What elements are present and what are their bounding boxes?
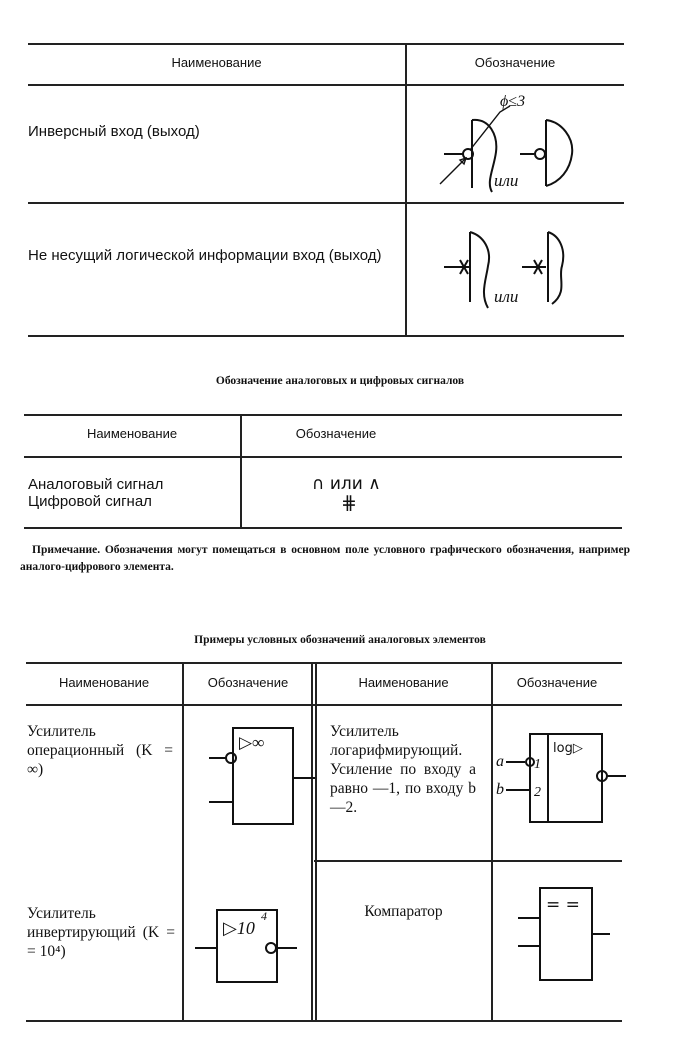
- table3-header-symbol-right: Обозначение: [516, 675, 598, 690]
- table2-header-name: Наименование: [86, 426, 178, 441]
- log-input-a: a: [496, 753, 504, 770]
- table2-header-symbol: Обозначение: [295, 426, 377, 441]
- or-label-1: или: [494, 171, 519, 190]
- note-text: Обозначения могут помещаться в основном поле условного графического обозначения, например аналого-цифрового элемента.: [20, 544, 630, 573]
- table1-column-divider: [405, 43, 407, 336]
- table2-header-border: [24, 456, 622, 458]
- analog-signal-name: Аналоговый сигнал: [28, 476, 164, 493]
- table3-top-border: [26, 662, 622, 664]
- op-amp-symbol: [185, 712, 315, 832]
- comparator-symbol: [492, 882, 622, 992]
- table1-header-border: [28, 84, 624, 86]
- table1-header-name: Наименование: [171, 55, 262, 70]
- table1-top-border: [28, 43, 624, 45]
- or-label-2: или: [494, 287, 519, 306]
- table3-bottom-border: [26, 1020, 622, 1022]
- table1-bottom-border: [28, 335, 624, 337]
- table2-bottom-border: [24, 527, 622, 529]
- op-amp-label: ▷∞: [239, 733, 265, 752]
- table1-row-divider: [28, 202, 624, 204]
- comparator-name: Компаратор: [364, 903, 443, 920]
- table3-right-row-divider: [314, 860, 622, 862]
- digital-signal-name: Цифровой сигнал: [28, 493, 152, 510]
- table3-header-symbol-left: Обозначение: [207, 675, 289, 690]
- diameter-label: ϕ≤3: [500, 93, 526, 110]
- non-logic-input-symbol: [430, 222, 630, 332]
- table1-header-symbol: Обозначение: [474, 55, 556, 70]
- caption-examples: Примеры условных обозначений аналоговых элементов: [194, 634, 486, 646]
- table3-col-divider-1: [182, 662, 184, 1021]
- table3-header-border: [26, 704, 622, 706]
- table1-row2-name: Не несущий логической информации вход (выход): [28, 247, 382, 264]
- comparator-label: = =: [546, 895, 580, 915]
- analog-signal-symbol: ∩ или ∧: [312, 474, 381, 494]
- note: [20, 542, 630, 576]
- inverting-amp-name: Усилитель инвертирующий (K = = 10⁴): [27, 905, 175, 960]
- op-amp-name: Усилитель операционный (K = ∞): [27, 723, 173, 778]
- note-label: Примечание.: [32, 544, 101, 556]
- log-pin-2: 2: [534, 785, 541, 800]
- inverse-input-symbol: [430, 88, 630, 198]
- table1-row1-name: Инверсный вход (выход): [28, 123, 200, 140]
- inv-amp-label: ▷10: [223, 918, 255, 938]
- log-amp-symbol: [492, 712, 632, 842]
- log-amp-name: Усилитель логарифмирующий. Усиление по входу a равно —1, по входу b —2.: [330, 723, 476, 816]
- table2-top-border: [24, 414, 622, 416]
- inverting-amp-symbol: [185, 896, 315, 1006]
- digital-signal-symbol: ⋕: [341, 492, 357, 514]
- log-label: log▷: [553, 741, 583, 756]
- log-input-b: b: [496, 781, 504, 798]
- log-pin-1: 1: [534, 757, 541, 772]
- caption-signals: Обозначение аналоговых и цифровых сигналов: [215, 375, 465, 387]
- table3-col-divider-2b: [315, 662, 317, 1021]
- table3-header-name-left: Наименование: [58, 675, 150, 690]
- table3-header-name-right: Наименование: [358, 675, 449, 690]
- inv-amp-exponent: 4: [261, 909, 267, 923]
